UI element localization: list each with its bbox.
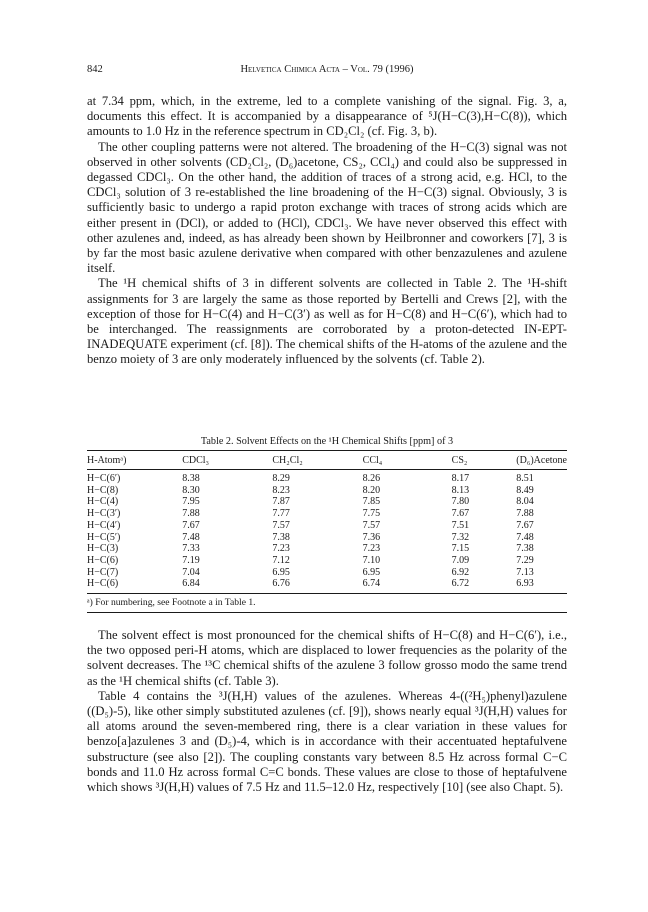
table-cell: H−C(4) [87, 496, 119, 508]
table-cell: 6.95 [272, 566, 290, 578]
shift-table [87, 450, 567, 593]
table-cell: H−C(4′) [87, 519, 121, 531]
paragraph-5: Table 4 contains the ³J(H,H) values of the azulenes. Whereas 4-((²H₅)phenyl)azulene ((D₅)-5), like other simply substituted azulenes (cf. [9]), shows nearly equal ³J(H,H) values for all atoms around the seven-membered ring, there is a clear variation in these values for benzo[a]azulenes 3 and (D₅)-4, which is in accordance with their accentuated heptafulvene substructure (see also [2]). The coupling constants vary between 8.5 Hz across formal C−C bonds and 11.0 Hz across formal C=C bonds. These values are close to those of heptafulvene which shows ³J(H,H) values of 7.5 Hz and 11.5–12.0 Hz, respectively [10] (see also Chapt. 5). [87, 688, 567, 795]
table-cell: 8.23 [272, 484, 290, 496]
table-cell: 7.04 [182, 566, 200, 578]
col-header-cdcl3: CDCl₃ [182, 451, 272, 470]
col-header-acetone: (D₆)Acetone [516, 451, 567, 470]
journal-title: Helvetica Chimica Acta – Vol. 79 (1996) [240, 64, 414, 75]
table-cell: 7.67 [451, 508, 470, 520]
table-cell: 7.15 [451, 543, 470, 555]
table-row [87, 555, 567, 567]
table-cell: 7.88 [182, 508, 200, 520]
table-cell: 7.12 [272, 554, 290, 566]
table-2 [87, 450, 567, 613]
running-header [87, 64, 567, 78]
table-cell: 7.95 [182, 496, 200, 508]
table-cell: 7.10 [362, 554, 381, 566]
table-cell: H−C(7) [87, 566, 119, 578]
table-cell: 7.77 [272, 508, 290, 520]
table-row [87, 567, 567, 579]
table-caption: Table 2. Solvent Effects on the ¹H Chemical Shifts [ppm] of 3 [200, 436, 454, 447]
table-cell: 7.36 [362, 531, 381, 543]
col-header-ch2cl2: CH₂Cl₂ [272, 451, 362, 470]
table-cell: 7.09 [451, 554, 470, 566]
table-cell: H−C(8) [87, 484, 119, 496]
table-row [87, 508, 567, 520]
table-row [87, 532, 567, 544]
page-number: 842 [87, 64, 103, 75]
table-cell: 7.32 [451, 531, 470, 543]
table-row [87, 520, 567, 532]
table-cell: 7.75 [362, 508, 381, 520]
table-cell: 6.74 [362, 578, 381, 590]
table-cell: 8.38 [182, 473, 200, 484]
paragraph-2: The other coupling patterns were not altered. The broadening of the H−C(3) signal was not observed in other solvents (CD₂Cl₂, (D₆)acetone, CS₂, CCl₄) and could also be suppressed in degassed CDCl₃. On the other hand, the addition of traces of a strong acid, e.g. HCl, to the CDCl₃ solution of 3 re-established the line broadening of the H−C(3) signal. Obviously, 3 is sufficiently basic to undergo a rapid proton exchange with traces of strong acids which are either present in (DCl), or added to (HCl), CDCl₃. We have never observed this effect with other azulenes and, indeed, as has already been shown by Heilbronner and coworkers [7], 3 is by far the most basic azulene derivative when compared with other benzazulenes and azulene itself. [87, 139, 567, 276]
table-cell: 8.49 [516, 484, 534, 496]
table-cell: 7.29 [516, 554, 534, 566]
table-cell: 8.30 [182, 484, 200, 496]
table-cell: 6.95 [362, 566, 381, 578]
col-header-cs2: CS₂ [452, 451, 517, 470]
paragraph-3: The ¹H chemical shifts of 3 in different solvents are collected in Table 2. The ¹H-shift assignments for 3 are largely the same as those reported by Bertelli and Crews [2], with the exception of those for H−C(4) and H−C(3′) as well as for H−C(8) and H−C(6′), which had to be interchanged. The reassignments are corroborated by a proton-detected IN-EPT-INADEQUATE experiment (cf. [8]). The chemical shifts of the H-atoms of the azulene and the benzo moiety of 3 are only moderately influenced by the solvents (cf. Table 2). [87, 276, 567, 367]
table-cell: 8.51 [516, 473, 534, 484]
table-cell: 7.13 [516, 566, 534, 578]
table-cell: 7.38 [516, 543, 534, 555]
table-cell: 6.84 [182, 578, 200, 590]
table-cell: 7.80 [451, 496, 470, 508]
table-cell: 7.67 [516, 519, 534, 531]
table-cell: 7.48 [516, 531, 534, 543]
table-cell: H−C(6) [87, 578, 119, 590]
paragraph-1: at 7.34 ppm, which, in the extreme, led to a complete vanishing of the signal. Fig. 3, a, documents this effect. It is accompanied by a disappearance of ⁵J(H−C(3),H−C(8)), which amounts to 1.0 Hz in the reference spectrum in CD₂Cl₂ (cf. Fig. 3, b). [87, 94, 567, 139]
col-header-ccl4: CCl₄ [363, 451, 452, 470]
table-cell: 7.88 [516, 508, 534, 520]
table-cell: H−C(3) [87, 543, 119, 555]
col-header-atom: H-Atomᵃ) [87, 451, 182, 470]
table-cell: 7.48 [182, 531, 200, 543]
table-cell: 7.67 [182, 519, 200, 531]
table-cell: H−C(6′) [87, 473, 121, 484]
table-footnote: ᵃ) For numbering, see Footnote a in Table 1. [87, 593, 567, 613]
table-row [87, 485, 567, 497]
table-cell: 6.72 [451, 578, 470, 590]
table-cell: 7.85 [362, 496, 381, 508]
table-cell: 8.04 [516, 496, 534, 508]
table-row [87, 496, 567, 508]
table-cell: 7.33 [182, 543, 200, 555]
table-cell: 6.92 [451, 566, 470, 578]
table-cell: 7.38 [272, 531, 290, 543]
lower-text [87, 628, 567, 795]
table-cell: 7.87 [272, 496, 290, 508]
table-cell: 8.17 [451, 473, 470, 484]
upper-text [87, 94, 567, 368]
table-cell: 7.51 [451, 519, 470, 531]
table-header-row [87, 451, 567, 470]
table-cell: H−C(6) [87, 554, 119, 566]
table-cell: 8.29 [272, 473, 290, 484]
table-cell: 8.13 [451, 484, 470, 496]
table-cell: 8.20 [362, 484, 381, 496]
paragraph-4: The solvent effect is most pronounced for the chemical shifts of H−C(8) and H−C(6′), i.e., the two opposed peri-H atoms, which are displaced to lower frequencies as the polarity of the solvent decreases. The ¹³C chemical shifts of the azulene 3 follow grosso modo the same trend as the ¹H chemical shifts (cf. Table 3). [87, 628, 567, 688]
table-row [87, 543, 567, 555]
table-cell: 6.76 [272, 578, 290, 590]
table-cell: H−C(3′) [87, 508, 121, 520]
table-cell: 6.93 [516, 578, 534, 590]
table-cell: 7.57 [272, 519, 290, 531]
table-row [87, 578, 567, 593]
table-cell: 7.19 [182, 554, 200, 566]
table-cell: 8.26 [362, 473, 381, 484]
table-cell: 7.23 [272, 543, 290, 555]
table-row [87, 470, 567, 485]
table-cell: 7.23 [362, 543, 381, 555]
table-cell: 7.57 [362, 519, 381, 531]
table-cell: H−C(5′) [87, 531, 121, 543]
